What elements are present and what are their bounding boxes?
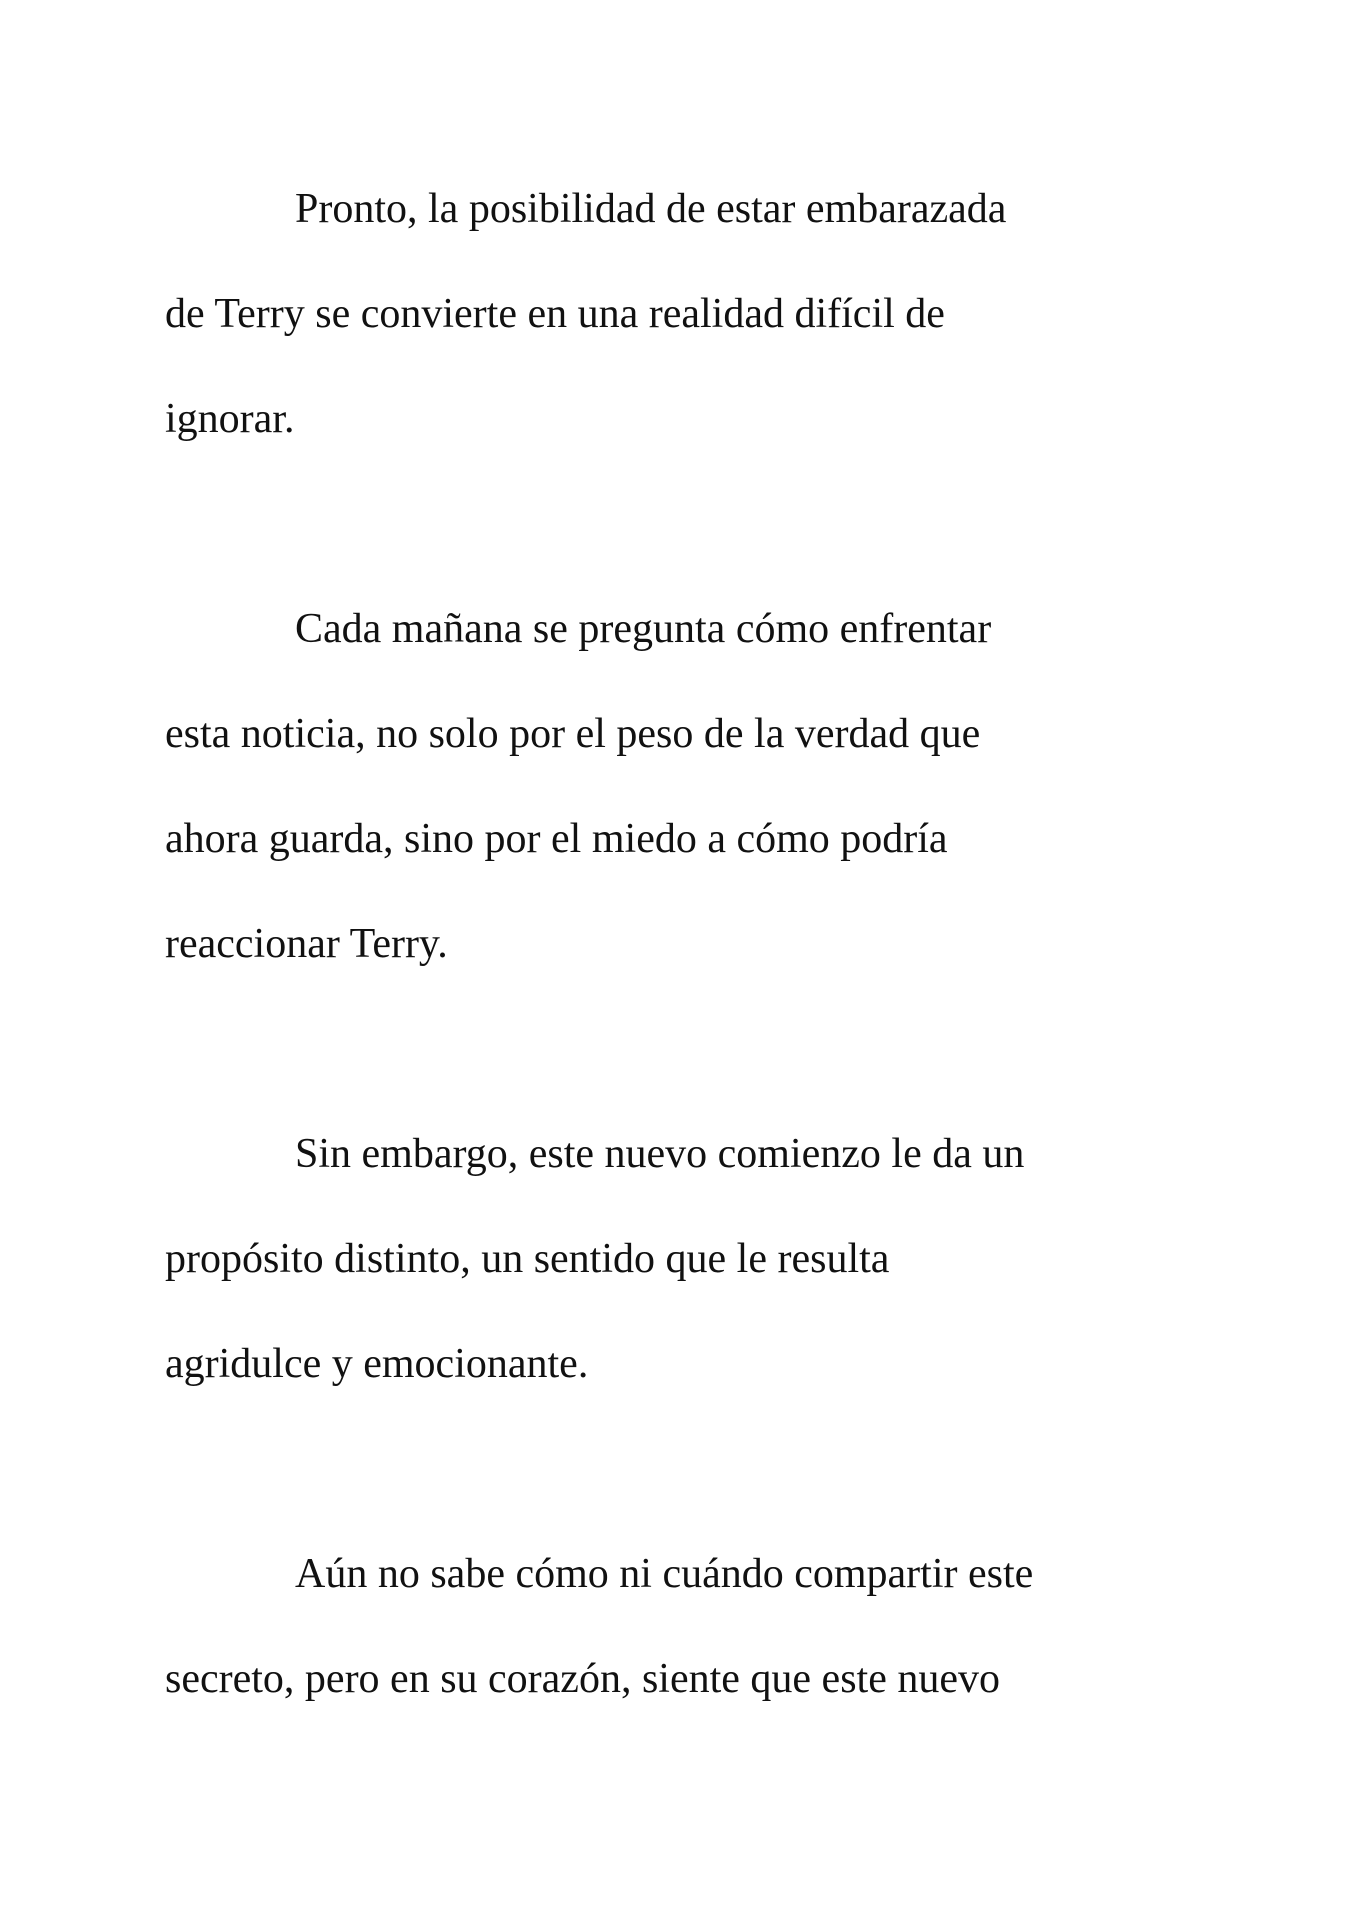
paragraph-3-line-1: Sin embargo, este nuevo comienzo le da un (295, 1131, 1025, 1177)
paragraph-3-line-2: propósito distinto, un sentido que le resulta (165, 1236, 890, 1282)
paragraph-1-line-3: ignorar. (165, 396, 295, 442)
paragraph-1-line-2: de Terry se convierte en una realidad difícil de (165, 291, 945, 337)
paragraph-3-line-3: agridulce y emocionante. (165, 1341, 589, 1387)
paragraph-2-line-4: reaccionar Terry. (165, 921, 448, 967)
paragraph-1 (165, 157, 1205, 472)
paragraph-2-line-1: Cada mañana se pregunta cómo enfrentar (295, 606, 992, 652)
body-text (165, 157, 1205, 1837)
paragraph-3 (165, 1102, 1205, 1417)
paragraph-4-line-1: Aún no sabe cómo ni cuándo compartir este (295, 1551, 1034, 1597)
paragraph-2-line-2: esta noticia, no solo por el peso de la verdad que (165, 711, 981, 757)
paragraph-2-line-3: ahora guarda, sino por el miedo a cómo podría (165, 816, 948, 862)
paragraph-1-line-1: Pronto, la posibilidad de estar embarazada (295, 186, 1007, 232)
paragraph-2 (165, 577, 1205, 997)
paragraph-4-line-2: secreto, pero en su corazón, siente que este nuevo (165, 1656, 1000, 1702)
paragraph-4 (165, 1522, 1205, 1732)
